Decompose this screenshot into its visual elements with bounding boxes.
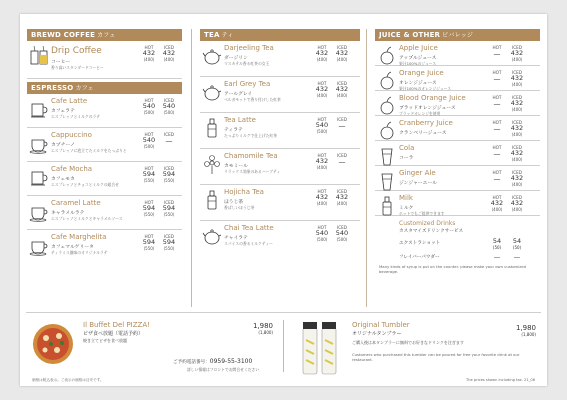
item-desc: ブラッドオレンジを使用 — [399, 111, 441, 116]
item-desc: エスプレッソとミルクのラテ — [51, 114, 101, 119]
item-jp: コーヒー — [51, 60, 70, 65]
flavor-powder-iced: — — [513, 253, 521, 261]
item-name: Darjeeling Tea — [224, 44, 274, 52]
pizza-icon — [31, 322, 75, 366]
item-name: Chamomile Tea — [224, 152, 278, 160]
menu-item — [200, 185, 360, 221]
item-name: Milk — [399, 194, 413, 202]
pizza-promo — [27, 318, 277, 380]
item-name: Cafe Marghelita — [51, 233, 107, 241]
iced-price: ICED 540 (500) — [162, 98, 176, 115]
custom-note: Many kinds of syrup is put on the counter. please make your own customized beverage. — [379, 264, 527, 274]
iced-price: ICED — — [163, 132, 175, 145]
item-name: Cafe Mocha — [51, 165, 93, 173]
item-desc: エスプレッソとミルクとキャラメルソース — [51, 216, 123, 221]
menu-item — [200, 149, 360, 185]
iced-price: ICED 432 (400) — [510, 195, 524, 212]
teapot-icon — [202, 45, 222, 67]
section-tea: TEA ティ — [200, 29, 360, 41]
item-desc: エスプレッソに泡立てたミルクをたっぷりと — [51, 148, 127, 153]
item-jp: アップルジュース — [399, 56, 437, 61]
item-desc: 果汁100%のオレンジジュース — [399, 86, 452, 91]
item-jp: ダージリン — [224, 56, 248, 61]
item-name: Caramel Latte — [51, 199, 101, 207]
menu-item — [200, 41, 360, 77]
hot-price: HOT 432 (400) — [315, 45, 329, 62]
milk-bottle-icon — [202, 117, 222, 139]
milk-bottle-icon — [377, 195, 397, 217]
menu-sheet — [20, 14, 547, 386]
item-jp: コーラ — [399, 156, 414, 161]
section-juice-other: JUICE & OTHER ビバレッジ — [375, 29, 540, 41]
item-jp: ジンジャーエール — [399, 181, 437, 186]
item-jp: ブラッドオレンジジュース — [399, 106, 456, 111]
divider — [26, 312, 541, 313]
iced-price: ICED 432 (400) — [335, 81, 349, 98]
hot-price: HOT 594 (550) — [142, 166, 156, 183]
hot-price: HOT — — [492, 45, 502, 58]
tumbler-promo — [290, 318, 540, 380]
item-desc: リラックス効果のあるハーブティ — [224, 169, 281, 174]
item-desc: スパイスの香るミルクティー — [224, 241, 273, 246]
footer-note-left: 価格は税込表示。ご表示の価格は目安です。 — [32, 378, 104, 382]
item-jp: カモミール — [224, 164, 248, 169]
hot-price: HOT — — [492, 95, 502, 108]
pizza-title: Il Buffet Del PIZZA! — [83, 321, 150, 329]
iced-price: ICED — — [336, 153, 348, 166]
orange-icon — [377, 70, 397, 92]
tumbler-desc-jp: ご購入後は本タンブラーに無料でお好きなドリンクを注ぎます — [352, 340, 464, 345]
tumbler-title: Original Tumbler — [352, 321, 410, 329]
pizza-tel: ご予約電話番号：0959-55-3100 — [173, 358, 253, 365]
hot-price: HOT 594 (550) — [142, 234, 156, 251]
item-desc: 香り高いスタンダードコーヒー — [51, 65, 104, 70]
divider — [283, 320, 284, 372]
extra-shot-iced: 54 (50) — [512, 237, 522, 250]
menu-item — [375, 141, 540, 166]
item-jp: キャラメルラテ — [51, 211, 85, 216]
item-name: Apple Juice — [399, 44, 438, 52]
iced-price: ICED 432 (400) — [510, 70, 524, 87]
menu-item — [375, 116, 540, 141]
column-coffee — [27, 29, 182, 264]
teapot-icon — [202, 81, 222, 103]
menu-item — [200, 77, 360, 113]
item-name: Earl Grey Tea — [224, 80, 271, 88]
iced-price: ICED 540 (500) — [335, 225, 349, 242]
menu-item — [27, 196, 182, 230]
item-jp: カフェマルゲリータ — [51, 245, 94, 250]
flavor-powder-hot: — — [493, 253, 501, 261]
coffee-cup-icon — [29, 132, 49, 154]
customized-jp: カスタマイズドリンクサービス — [399, 229, 464, 234]
iced-price: ICED 432 (400) — [162, 45, 176, 62]
item-name: Blood Orange Juice — [399, 94, 466, 102]
footer-note-right: The prices shown including tax. 21_06 — [466, 378, 535, 382]
hot-price: HOT 540 (500) — [315, 117, 329, 134]
iced-price: ICED 432 (400) — [335, 189, 349, 206]
chamomile-flower-icon — [202, 153, 222, 175]
item-desc: ベルガモットで香り付けした紅茶 — [224, 97, 281, 102]
item-desc: 香ばしいほうじ茶 — [224, 205, 255, 210]
item-desc: ティラミス風味のオリジナルラテ — [51, 250, 108, 255]
column-juice — [375, 29, 540, 278]
iced-price: ICED 432 (400) — [510, 170, 524, 187]
tumbler-desc-en: Customers who purchased this tumbler can be poured for free your favorite drink at our restaurant. — [352, 352, 520, 362]
menu-item — [375, 166, 540, 191]
hot-price: HOT 540 (500) — [142, 132, 156, 149]
item-jp: ティラテ — [224, 128, 243, 133]
menu-item — [27, 162, 182, 196]
menu-item — [200, 221, 360, 257]
hot-price: HOT 540 (500) — [315, 225, 329, 242]
hot-price: HOT 540 (500) — [142, 98, 156, 115]
pizza-price: 1,980 (1,800) — [252, 322, 273, 335]
divider — [191, 29, 192, 307]
menu-item — [27, 230, 182, 264]
divider — [366, 29, 367, 307]
iced-price: ICED 594 (550) — [162, 166, 176, 183]
hojicha-icon — [202, 189, 222, 211]
item-name: Chai Tea Latte — [224, 224, 274, 232]
pizza-jp: ピザ食べ放題（電話予約） — [83, 331, 144, 337]
section-espresso: ESPRESSO カフェ — [27, 82, 182, 94]
iced-price: ICED 594 (550) — [162, 200, 176, 217]
menu-item — [375, 66, 540, 91]
apple-icon — [377, 45, 397, 67]
iced-price: ICED — — [336, 117, 348, 130]
marghelita-cup-icon — [29, 234, 49, 256]
item-name: Cola — [399, 144, 415, 152]
menu-item — [375, 91, 540, 116]
hot-price: HOT 432 (400) — [315, 153, 329, 170]
hot-price: HOT — — [492, 145, 502, 158]
extra-shot-label: エクストラショット — [399, 241, 441, 246]
iced-coffee-cups-icon — [29, 45, 49, 67]
iced-price: ICED 432 (400) — [510, 95, 524, 112]
iced-price: ICED 432 (400) — [510, 45, 524, 62]
item-name: Hojicha Tea — [224, 188, 264, 196]
item-jp: カフェラテ — [51, 109, 75, 114]
item-desc: たっぷりミルクで仕上げた紅茶 — [224, 133, 278, 138]
column-tea — [200, 29, 360, 257]
item-jp: アールグレイ — [224, 92, 253, 97]
customized-drinks — [375, 216, 540, 278]
cola-glass-icon — [377, 145, 397, 167]
hot-price: HOT — — [492, 70, 502, 83]
caramel-cup-icon — [29, 200, 49, 222]
tumbler-price: 1,980 (1,800) — [515, 324, 536, 337]
menu-item — [375, 41, 540, 66]
iced-price: ICED 594 (550) — [162, 234, 176, 251]
item-jp: チャイラテ — [224, 236, 248, 241]
menu-item — [27, 94, 182, 128]
pizza-desc: 焼き立てピザを食べ放題 — [83, 338, 127, 343]
hot-price: HOT 432 (400) — [490, 195, 504, 212]
item-jp: カプチーノ — [51, 143, 75, 148]
item-jp: クランベリージュース — [399, 131, 447, 136]
hot-price: HOT 432 (400) — [142, 45, 156, 62]
chai-teapot-icon — [202, 225, 222, 247]
section-brewed-coffee: BREWD COFFEE カフェ — [27, 29, 182, 41]
iced-price: ICED 432 (400) — [510, 145, 524, 162]
hot-price: HOT 594 (550) — [142, 200, 156, 217]
latte-cup-icon — [29, 98, 49, 120]
extra-shot-hot: 54 (50) — [492, 237, 502, 250]
cranberry-icon — [377, 120, 397, 142]
item-name: Orange Juice — [399, 69, 444, 77]
item-name: Cranberry Juice — [399, 119, 453, 127]
item-jp: ほうじ茶 — [224, 200, 244, 205]
item-name: Tea Latte — [224, 116, 256, 124]
blood-orange-icon — [377, 95, 397, 117]
item-name: Cappuccino — [51, 131, 92, 139]
pizza-tel-note: 詳しい情報はフロントでお問合せください — [187, 367, 260, 372]
item-name: Ginger Ale — [399, 169, 436, 177]
hot-price: HOT 432 (400) — [315, 189, 329, 206]
iced-price: ICED 432 (400) — [335, 45, 349, 62]
item-desc: マスカテル香る紅茶の女王 — [224, 61, 270, 66]
flavor-powder-label: フレイバーパウダー — [399, 255, 440, 260]
menu-item — [27, 128, 182, 162]
menu-item — [200, 113, 360, 149]
menu-item — [375, 191, 540, 216]
item-desc: ホットでもご提供できます — [399, 211, 445, 216]
ginger-ale-glass-icon — [377, 170, 397, 192]
item-name: Cafe Latte — [51, 97, 88, 105]
item-jp: オレンジジュース — [399, 81, 437, 86]
hot-price: HOT — — [492, 170, 502, 183]
mocha-cup-icon — [29, 166, 49, 188]
iced-price: ICED 432 (400) — [510, 120, 524, 137]
item-desc: エスプレッソとチョコとミルクの組合せ — [51, 182, 119, 187]
item-desc: 果汁100%のジュース — [399, 61, 437, 66]
item-name: Drip Coffee — [51, 46, 102, 56]
hot-price: HOT 432 (400) — [315, 81, 329, 98]
menu-item-drip-coffee — [27, 41, 182, 79]
tumbler-jp: オリジナルタンブラー — [352, 331, 402, 337]
customized-title: Customized Drinks — [399, 220, 456, 227]
item-jp: ミルク — [399, 206, 414, 211]
hot-price: HOT — — [492, 120, 502, 133]
item-jp: カフェモカ — [51, 177, 75, 182]
tumbler-icon — [300, 320, 342, 376]
